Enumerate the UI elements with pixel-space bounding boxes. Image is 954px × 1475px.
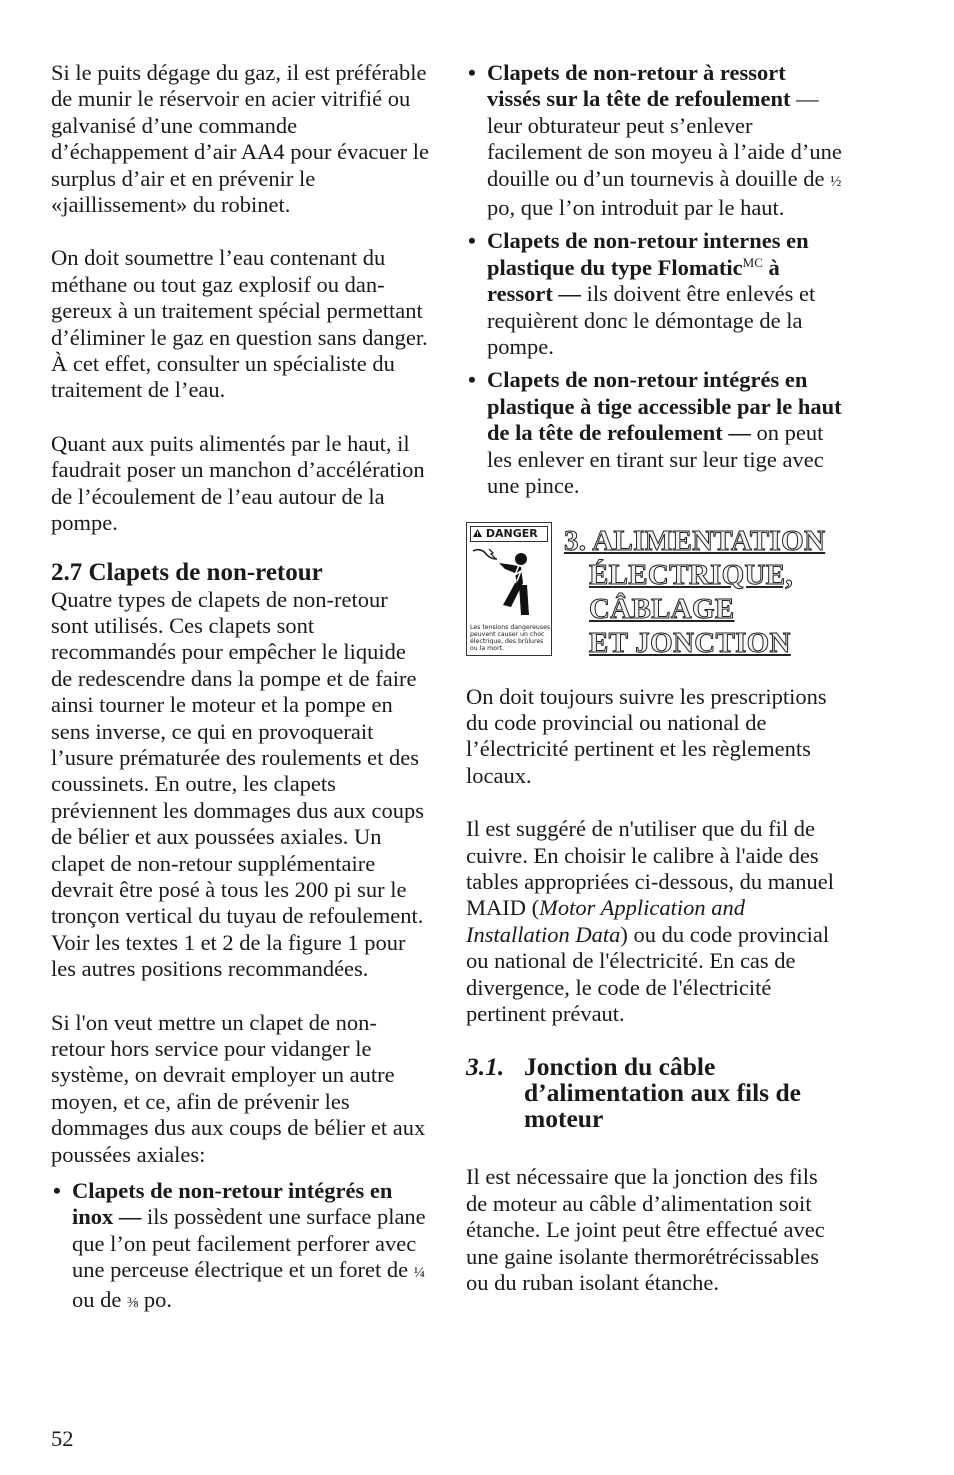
paragraph-text: Il est suggéré de n'utiliser que du fil de cuivre. En choisir le calibre à l'aide des tables appropriées ci-dessous, du manuel MAID ( — [466, 816, 835, 921]
danger-heading-block — [466, 522, 844, 662]
heading-line: ÉLECTRIQUE, — [589, 558, 793, 591]
list-item-text: po. — [138, 1286, 172, 1312]
list-item-title: Clapets de non-retour à ressort vissés sur la tête de refoulement — [487, 60, 791, 112]
list-item — [51, 1178, 429, 1316]
list-item — [466, 228, 844, 360]
danger-warning-label — [466, 522, 552, 656]
heading-line: ET JONCTION — [589, 626, 791, 659]
list-item-title: Clapets de non-retour internes en plastique du type Flomatic — [487, 228, 809, 280]
paragraph-methane: On doit soumettre l’eau contenant du méthane ou tout gaz explosif ou dangereux à un traitement spécial permettant d’éliminer le gaz en question sans danger. À cet effet, consulter un spécialiste du traitement de l’eau. — [51, 245, 428, 403]
bullet-icon: • — [468, 367, 476, 393]
list-item-text: ils doivent être enlevés et requièrent donc le démontage de la pompe. — [487, 281, 816, 360]
subsection-title: Jonction du câble d’alimentation aux fils de moteur — [524, 1052, 801, 1134]
list-item-text: on peut les enlever en tirant sur leur tige avec une pince. — [487, 420, 824, 499]
right-column — [466, 60, 844, 1323]
list-item — [466, 367, 844, 499]
heading-line: 3. ALIMENTATION — [564, 524, 826, 557]
paragraph-splice: Il est nécessaire que la jonction des fils de moteur au câble d’alimentation soit étanche. Le joint peut être effectué avec une gaine isolante thermorétrécissables ou du ruban isolant étanche. — [466, 1164, 825, 1295]
list-item-title: Clapets de non-retour intégrés en inox — — [72, 1178, 393, 1230]
list-item-text: ou de — [72, 1286, 127, 1312]
subsection-title-cable-splice — [466, 1054, 844, 1132]
danger-label: DANGER — [485, 526, 538, 540]
electric-shock-icon — [471, 545, 549, 627]
paragraph-gas-venting: Si le puits dégage du gaz, il est préférable de munir le réservoir en acier vitrifié ou galvanisé d’une commande d’échappement d’air AA4 pour évacuer le surplus d’air et en prévenir le «jaillissement» du robinet. — [51, 60, 429, 218]
check-valve-list-right — [466, 60, 844, 500]
bullet-icon: • — [468, 228, 476, 254]
bullet-icon: • — [53, 1178, 61, 1204]
paragraph-text: ) ou du code provincial ou national de l'électricité. En cas de divergence, le code de l'électricité pertinent prévaut. — [466, 921, 830, 1026]
paragraph-electrical-code: On doit toujours suivre les prescriptions du code provincial ou national de l’électricité pertinent et les règlements locaux. — [466, 683, 827, 788]
list-item — [466, 60, 844, 221]
bullet-icon: • — [468, 60, 476, 85]
check-valve-list-left — [51, 1178, 429, 1316]
warning-triangle-icon — [473, 527, 486, 540]
left-column — [51, 60, 429, 1323]
list-item-text: — leur obturateur peut s’enlever facilement de son moyeu à l’aide d’une douille ou d’un tournevis à douille de — [487, 86, 842, 191]
trademark-superscript: MC — [742, 254, 763, 270]
section-title-electrical — [564, 524, 825, 660]
paragraph-top-fed-wells: Quant aux puits alimentés par le haut, il faudrait poser un manchon d’accélération de l’écoulement de l’eau autour de la pompe. — [51, 430, 425, 536]
manual-title: Motor Application and Installation Data — [466, 895, 745, 947]
list-item-title: Clapets de non-retour intégrés en plastique à tige accessible par le haut de la tête de refoulement — — [487, 367, 842, 446]
fraction: ⅜ — [127, 1294, 139, 1311]
heading-line: CÂBLAGE — [589, 592, 735, 625]
danger-header — [470, 526, 548, 542]
paragraph-copper-wire — [466, 816, 844, 1027]
list-item-text: po, que l’on introduit par le haut. — [487, 195, 785, 221]
paragraph-check-valve-types: Quatre types de clapets de non-retour sont utilisés. Ces clapets sont recommandés pour empêcher le liquide de redescendre dans la pompe et de faire ainsi tourner le moteur et la pompe en sens inverse, ce qui en provoquerait l’usure prématurée des roulements et des coussinets. En outre, les clapets préviennent les dommages dus aux coups de bélier et aux poussées axiales. Un clapet de non-retour supplémentaire devrait être posé à tous les 200 pi sur le tronçon vertical du tuyau de refoulement. Voir les textes 1 et 2 de la figure 1 pour les autres positions recommandées. — [51, 586, 425, 982]
list-item-title: à ressort — — [487, 254, 780, 307]
fraction: ¼ — [413, 1265, 425, 1282]
page-number: 52 — [51, 1426, 74, 1451]
subsection-number: 3.1. — [466, 1052, 505, 1082]
paragraph-check-valve-removal: Si l'on veut mettre un clapet de non-retour hors service pour vidanger le système, on devrait employer un autre moyen, et ce, afin de prévenir les dommages dus aux coups de bélier et aux poussées axiales: — [51, 1009, 426, 1167]
list-item-text: ils possèdent une surface plane que l’on peut facilement perforer avec une perceuse électrique et un foret de — [72, 1204, 426, 1283]
danger-text: Les tensions dangereuses peuvent causer un choc électrique, des brûlures ou la mort. — [470, 623, 551, 652]
section-title-check-valves: 2.7 Clapets de non-retour — [51, 558, 323, 586]
fraction: ½ — [830, 173, 842, 190]
